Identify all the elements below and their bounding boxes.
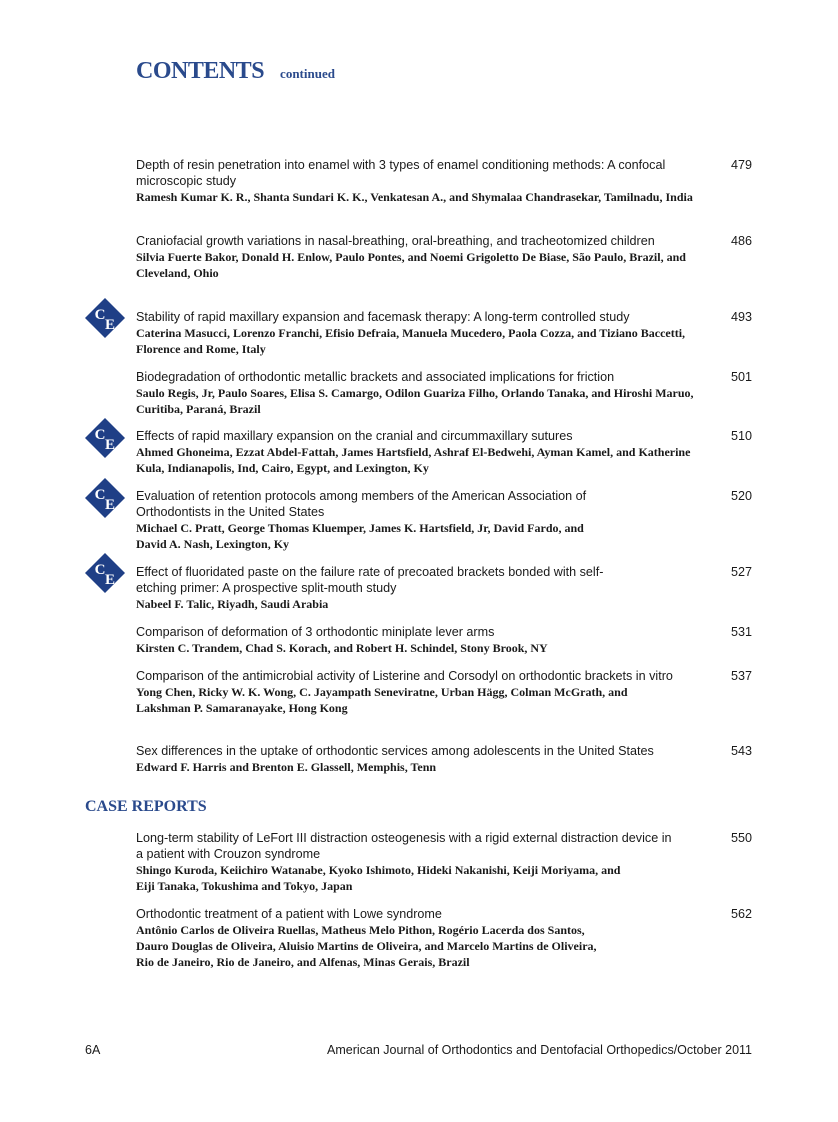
page-subtitle: continued [280, 66, 335, 81]
article-title: Evaluation of retention protocols among members of the American Association of Orthodontists in the United States [136, 489, 587, 519]
article-authors: Edward F. Harris and Brenton E. Glassell, Memphis, Tenn [136, 760, 437, 774]
article-title: Biodegradation of orthodontic metallic brackets and associated implications for friction [136, 370, 615, 384]
toc-entry[interactable] [136, 157, 752, 205]
ce-letter-c: C [94, 562, 106, 578]
toc-entry[interactable] [136, 369, 752, 417]
page-number: 543 [730, 744, 752, 758]
ce-letter-e: E [104, 317, 116, 333]
page-number: 527 [730, 565, 752, 579]
article-title: Stability of rapid maxillary expansion and facemask therapy: A long-term controlled study [136, 310, 630, 324]
article-title: Long-term stability of LeFort III distraction osteogenesis with a rigid external distraction device in a patient with Crouzon syndrome [136, 831, 672, 861]
article-title: Orthodontic treatment of a patient with Lowe syndrome [136, 907, 442, 921]
article-title: Effect of fluoridated paste on the failure rate of precoated brackets bonded with self-etching primer: A prospective split-mouth study [136, 565, 604, 595]
toc-entry[interactable] [136, 233, 752, 281]
article-authors: Saulo Regis, Jr, Paulo Soares, Elisa S. Camargo, Odilon Guariza Filho, Orlando Tanaka, and Hiroshi Maruo, Curitiba, Paraná, Brazil [136, 386, 694, 416]
article-authors: Kirsten C. Trandem, Chad S. Korach, and Robert H. Schindel, Stony Brook, NY [136, 641, 548, 655]
page-header [136, 58, 335, 85]
article-title: Depth of resin penetration into enamel with 3 types of enamel conditioning methods: A confocal microscopic study [136, 158, 666, 188]
toc-entry[interactable] [136, 830, 752, 894]
journal-footer: American Journal of Orthodontics and Dentofacial Orthopedics/October 2011 [327, 1043, 752, 1057]
ce-credit-icon [85, 478, 125, 518]
article-title: Effects of rapid maxillary expansion on the cranial and circummaxillary sutures [136, 429, 573, 443]
ce-credit-icon [85, 553, 125, 593]
page-number: 479 [730, 158, 752, 172]
ce-letter-c: C [94, 427, 106, 443]
ce-letter-c: C [94, 487, 106, 503]
article-authors: Ahmed Ghoneima, Ezzat Abdel-Fattah, James Hartsfield, Ashraf El-Bedwehi, Ayman Kamel, and Katherine Kula, Indianapolis, Ind, Cairo, Egypt, and Lexington, Ky [136, 445, 691, 475]
page-number: 501 [730, 370, 752, 384]
toc-entry[interactable] [136, 624, 752, 656]
ce-letter-e: E [104, 497, 116, 513]
page-number: 537 [730, 669, 752, 683]
toc-entry[interactable] [136, 906, 752, 970]
page-number: 520 [730, 489, 752, 503]
article-authors: Yong Chen, Ricky W. K. Wong, C. Jayampath Seneviratne, Urban Hägg, Colman McGrath, and Lakshman P. Samaranayake, Hong Kong [136, 685, 628, 715]
article-authors: Michael C. Pratt, George Thomas Kluemper, James K. Hartsfield, Jr, David Fardo, and David A. Nash, Lexington, Ky [136, 521, 584, 551]
article-title: Comparison of deformation of 3 orthodontic miniplate lever arms [136, 625, 495, 639]
page-number: 486 [730, 234, 752, 248]
page-title: CONTENTS [136, 58, 265, 84]
page-number: 562 [730, 907, 752, 921]
toc-entry[interactable] [136, 428, 752, 476]
page-number: 510 [730, 429, 752, 443]
article-authors: Antônio Carlos de Oliveira Ruellas, Matheus Melo Pithon, Rogério Lacerda dos Santos, Dauro Douglas de Oliveira, Aluisio Martins de Oliveira, and Marcelo Martins de Oliveira, Rio de Janeiro, Rio de Janeiro, and Alfenas, Minas Gerais, Brazil [136, 923, 597, 969]
page-number: 550 [730, 831, 752, 845]
article-authors: Silvia Fuerte Bakor, Donald H. Enlow, Paulo Pontes, and Noemi Grigoletto De Biase, São Paulo, Brazil, and Cleveland, Ohio [136, 250, 686, 280]
article-authors: Ramesh Kumar K. R., Shanta Sundari K. K., Venkatesan A., and Shymalaa Chandrasekar, Tamilnadu, India [136, 190, 693, 204]
toc-entry[interactable] [136, 564, 752, 612]
toc-entry[interactable] [136, 743, 752, 775]
article-title: Comparison of the antimicrobial activity of Listerine and Corsodyl on orthodontic brackets in vitro [136, 669, 673, 683]
ce-letter-c: C [94, 307, 106, 323]
page-number: 493 [730, 310, 752, 324]
article-title: Craniofacial growth variations in nasal-breathing, oral-breathing, and tracheotomized children [136, 234, 655, 248]
article-authors: Shingo Kuroda, Keiichiro Watanabe, Kyoko Ishimoto, Hideki Nakanishi, Keiji Moriyama, and Eiji Tanaka, Tokushima and Tokyo, Japan [136, 863, 621, 893]
ce-credit-icon [85, 298, 125, 338]
toc-entry[interactable] [136, 309, 752, 357]
section-heading-case-reports: CASE REPORTS [85, 798, 207, 815]
ce-letter-e: E [104, 437, 116, 453]
toc-entry[interactable] [136, 488, 752, 552]
ce-credit-icon [85, 418, 125, 458]
page-label: 6A [85, 1043, 101, 1057]
toc-entry[interactable] [136, 668, 752, 716]
page-number: 531 [730, 625, 752, 639]
ce-letter-e: E [104, 572, 116, 588]
article-title: Sex differences in the uptake of orthodontic services among adolescents in the United States [136, 744, 654, 758]
article-authors: Nabeel F. Talic, Riyadh, Saudi Arabia [136, 597, 329, 611]
article-authors: Caterina Masucci, Lorenzo Franchi, Efisio Defraia, Manuela Mucedero, Paola Cozza, and Tiziano Baccetti, Florence and Rome, Italy [136, 326, 686, 356]
